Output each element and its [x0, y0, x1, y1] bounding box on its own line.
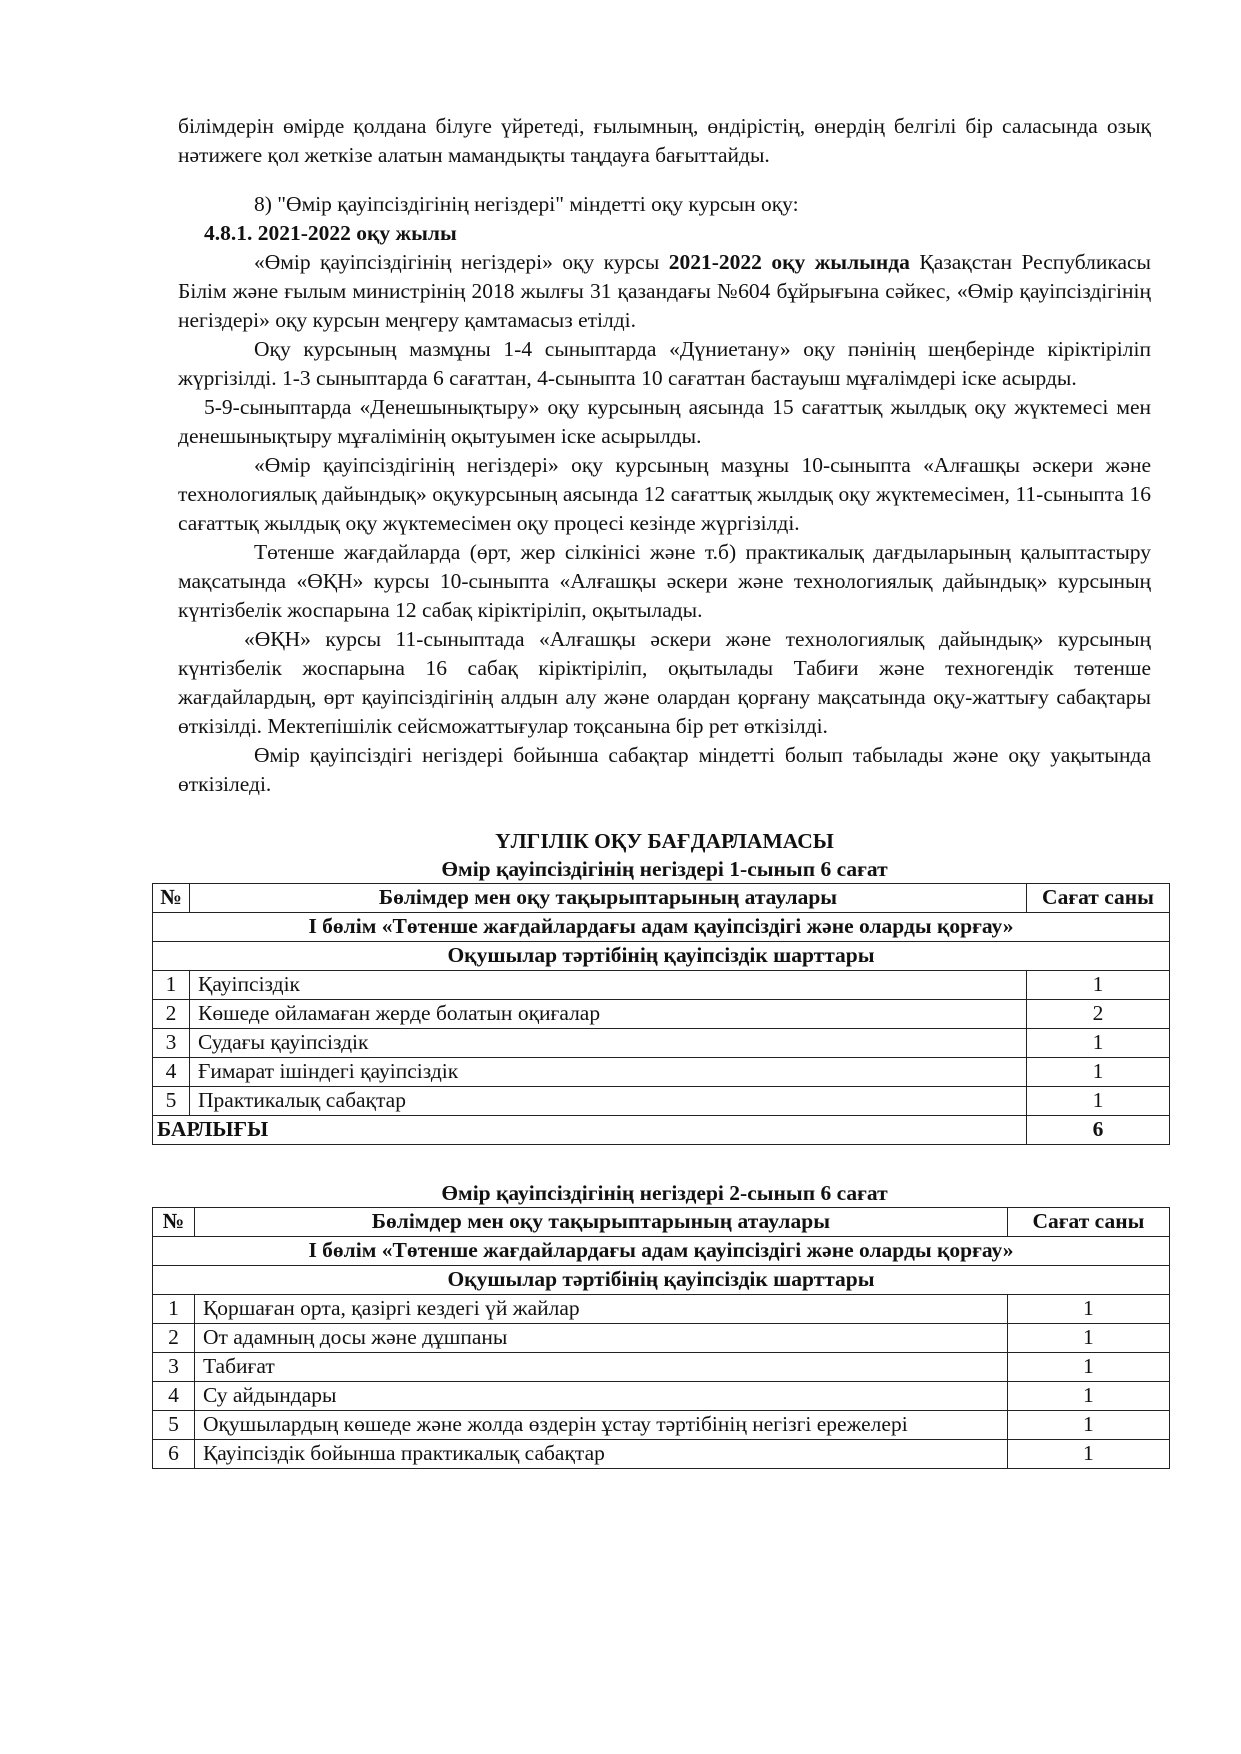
section-title: І бөлім «Төтенше жағдайлардағы адам қауіпсіздігі және оларды қорғау»: [153, 1237, 1170, 1266]
paragraph-course-item: 8) "Өмір қауіпсіздігінің негіздері" міндетті оқу курсын оқу:: [254, 192, 799, 216]
paragraph-text: Қазақстан Республикасы Білім және ғылым министрінің 2018 жылғы 31 қазандағы №604 бұйрығына сәйкес, «Өмір қауіпсіздігінің негіздері» оқу курсын меңгеру қамтамасыз етілді.: [178, 250, 1152, 332]
table-header-row: [153, 884, 1170, 913]
paragraph-course-basis: [178, 248, 1151, 335]
section-title: І бөлім «Төтенше жағдайлардағы адам қауіпсіздігі және оларды қорғау»: [153, 913, 1170, 942]
row-topic: Судағы қауіпсіздік: [190, 1029, 1027, 1058]
program-title: ҮЛГІЛІК ОҚУ БАҒДАРЛАМАСЫ: [495, 829, 834, 853]
row-topic: Табиғат: [194, 1353, 1007, 1382]
row-number: 3: [153, 1353, 195, 1382]
table-row: [153, 1029, 1170, 1058]
row-number: 5: [153, 1411, 195, 1440]
academic-year-bold: 2021-2022 оқу жылында: [668, 250, 910, 274]
row-topic: Қауіпсіздік: [190, 971, 1027, 1000]
column-header-hours: Сағат саны: [1027, 884, 1170, 913]
table-row: [153, 1382, 1170, 1411]
curriculum-table-grade-2: [152, 1207, 1170, 1469]
row-number: 2: [153, 1324, 195, 1353]
row-topic: Су айдындары: [194, 1382, 1007, 1411]
row-hours: 1: [1007, 1324, 1169, 1353]
paragraph-middle-classes: 5-9-сыныптарда «Денешынықтыру» оқу курсының аясында 15 сағаттық жылдық оқу жүктемесі мен денешынықтыру мұғалімінің оқытуымен іске асырылды.: [178, 395, 1151, 448]
row-number: 5: [153, 1087, 190, 1116]
table-row: [153, 1058, 1170, 1087]
subsection-row: [153, 942, 1170, 971]
row-topic: Практикалық сабақтар: [190, 1087, 1027, 1116]
table-row: [153, 1440, 1170, 1469]
table-row: [153, 1411, 1170, 1440]
sub-heading: 4.8.1. 2021-2022 оқу жылы: [204, 221, 457, 245]
paragraph-emergency-skills: Төтенше жағдайларда (өрт, жер сілкінісі және т.б) практикалық дағдыларының қалыптастыру мақсатында «ӨҚН» курсы 10-сыныпта «Алғашқы әскери және технологиялық дайындық» курсының күнтізбелік жоспарына 12 сабақ кіріктіріліп, оқытылады.: [178, 540, 1151, 622]
row-hours: 1: [1007, 1382, 1169, 1411]
row-number: 6: [153, 1440, 195, 1469]
table-row: [153, 1324, 1170, 1353]
row-number: 2: [153, 1000, 190, 1029]
row-hours: 1: [1007, 1440, 1169, 1469]
row-topic: Қауіпсіздік бойынша практикалық сабақтар: [194, 1440, 1007, 1469]
row-number: 1: [153, 1295, 195, 1324]
row-hours: 1: [1027, 1087, 1170, 1116]
row-number: 4: [153, 1058, 190, 1087]
table-row: [153, 1000, 1170, 1029]
paragraph-mandatory-lessons: Өмір қауіпсіздігі негіздері бойынша сабақтар міндетті болып табылады және оқу уақытында өткізіледі.: [178, 743, 1151, 796]
curriculum-table-grade-1: [152, 883, 1170, 1145]
row-hours: 1: [1007, 1295, 1169, 1324]
total-label: БАРЛЫҒЫ: [153, 1116, 1027, 1145]
paragraph-text: «Өмір қауіпсіздігінің негіздері» оқу курсы: [254, 250, 669, 274]
row-number: 3: [153, 1029, 190, 1058]
paragraph-grade-11: «ӨҚН» курсы 11-сыныптада «Алғашқы әскери және технологиялық дайындық» курсының күнтізбелік жоспарына 16 сабақ кіріктіріліп, оқытылады Табиғи және техногендік төтенше жағдайлардың, өрт қауіпсіздігінің алдын алу және олардан қорғану мақсатында оқу-жаттығу сабақтары өткізілді. Мектепішілік сейсможаттығулар тоқсанына бір рет өткізілді.: [178, 627, 1151, 738]
section-row: [153, 913, 1170, 942]
row-number: 1: [153, 971, 190, 1000]
table2-title: Өмір қауіпсіздігінің негіздері 2-сынып 6 сағат: [441, 1181, 888, 1205]
total-row: [153, 1116, 1170, 1145]
document-page: [157, 112, 1154, 1469]
table-row: [153, 971, 1170, 1000]
paragraph-intro: білімдерін өмірде қолдана білуге үйретеді, ғылымның, өндірістің, өнердің белгілі бір саласында озық нәтижеге қол жеткізе алатын мамандықты таңдауға бағыттайды.: [178, 114, 1151, 167]
row-hours: 2: [1027, 1000, 1170, 1029]
row-topic: Ғимарат ішіндегі қауіпсіздік: [190, 1058, 1027, 1087]
table-row: [153, 1087, 1170, 1116]
subsection-row: [153, 1266, 1170, 1295]
paragraph-senior-classes: «Өмір қауіпсіздігінің негіздері» оқу курсының мазұны 10-сыныпта «Алғашқы әскери және технологиялық дайындық» оқукурсының аясында 12 сағаттық жылдық оқу жүктемесімен, 11-сыныпта 16 сағаттық жылдық оқу жүктемесімен оқу процесі кезінде жүргізілді.: [178, 453, 1151, 535]
row-topic: Оқушылардың көшеде және жолда өздерін ұстау тәртібінің негізгі ережелері: [194, 1411, 1007, 1440]
column-header-hours: Сағат саны: [1007, 1208, 1169, 1237]
row-hours: 1: [1007, 1353, 1169, 1382]
column-header-number: №: [153, 1208, 195, 1237]
table1-title: Өмір қауіпсіздігінің негіздері 1-сынып 6 сағат: [441, 857, 888, 881]
column-header-topics: Бөлімдер мен оқу тақырыптарының атаулары: [190, 884, 1027, 913]
row-hours: 1: [1007, 1411, 1169, 1440]
column-header-topics: Бөлімдер мен оқу тақырыптарының атаулары: [194, 1208, 1007, 1237]
row-number: 4: [153, 1382, 195, 1411]
table-row: [153, 1353, 1170, 1382]
row-topic: От адамның досы және дұшпаны: [194, 1324, 1007, 1353]
row-topic: Қоршаған орта, қазіргі кездегі үй жайлар: [194, 1295, 1007, 1324]
row-hours: 1: [1027, 971, 1170, 1000]
section-row: [153, 1237, 1170, 1266]
row-hours: 1: [1027, 1058, 1170, 1087]
table-header-row: [153, 1208, 1170, 1237]
row-topic: Көшеде ойламаған жерде болатын оқиғалар: [190, 1000, 1027, 1029]
paragraph-primary-classes: Оқу курсының мазмұны 1-4 сыныптарда «Дүниетану» оқу пәнінің шеңберінде кіріктіріліп жүргізілді. 1-3 сыныптарда 6 сағаттан, 4-сыныпта 10 сағаттан бастауыш мұғалімдері іске асырды.: [178, 337, 1151, 390]
column-header-number: №: [153, 884, 190, 913]
table-row: [153, 1295, 1170, 1324]
subsection-title: Оқушылар тәртібінің қауіпсіздік шарттары: [153, 1266, 1170, 1295]
total-value: 6: [1027, 1116, 1170, 1145]
row-hours: 1: [1027, 1029, 1170, 1058]
subsection-title: Оқушылар тәртібінің қауіпсіздік шарттары: [153, 942, 1170, 971]
